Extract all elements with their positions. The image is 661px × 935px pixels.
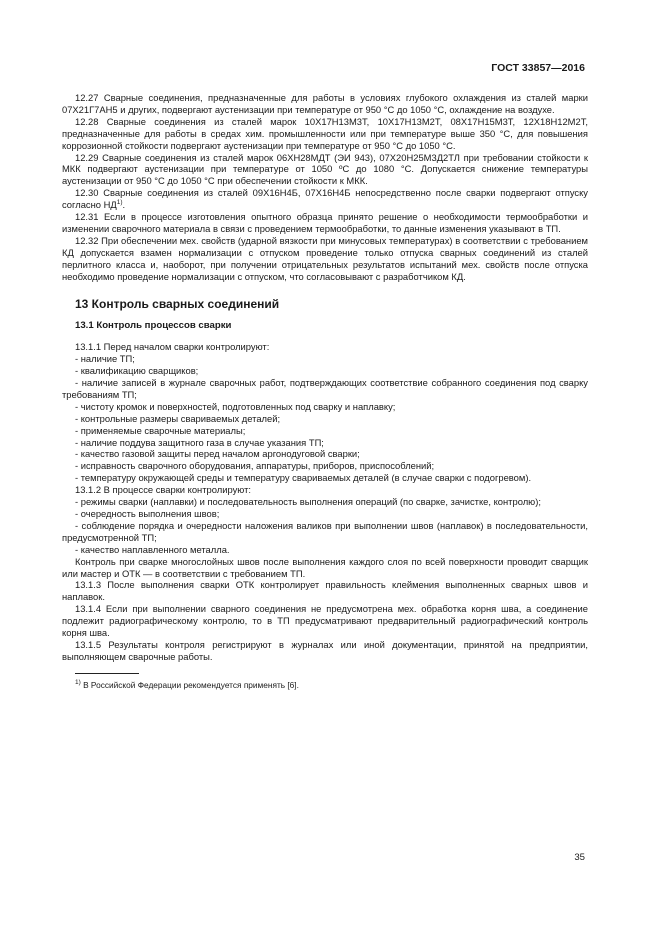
list-item: - квалификацию сварщиков; <box>75 365 199 377</box>
paragraph-12-30-text: 12.30 Сварные соединения из сталей 09Х16Н4Б, 07Х16Н4Б непосредственно после сварки подвергают отпуску согласно НД <box>62 187 588 211</box>
section-title: 13 Контроль сварных соединений <box>75 296 280 311</box>
list-item: - качество наплавленного металла. <box>75 543 230 555</box>
paragraph-13-1-4: 13.1.4 Если при выполнении сварного соединения не предусмотрена мех. обработка корня шва, а соединение подлежит радиографическому контролю, то в ТП предусматривают предварительный радиографический контроль корня шва. <box>62 603 588 639</box>
list-item: - очередность выполнения швов; <box>75 508 220 519</box>
list-item: - температуру окружающей среды и температуру свариваемых деталей (в случае сварки с подогревом). <box>75 472 532 484</box>
paragraph-13-1-2: 13.1.2 В процессе сварки контролируют: <box>75 484 251 496</box>
list-item: - наличие записей в журнале сварочных работ, подтверждающих соответствие собранного соединения под сварку требованиям ТП; <box>62 377 588 400</box>
footnote-mark: 1) <box>75 679 81 687</box>
list-item: - контрольные размеры свариваемых деталей; <box>75 412 281 424</box>
paragraph-12-30-end: . <box>122 199 126 211</box>
list-item: - соблюдение порядка и очередности наложения валиков при выполнении швов (наплавок) в последовательности, предусмотренной ТП; <box>62 519 588 543</box>
list-item: - чистоту кромок и поверхностей, подготовленных под сварку и наплавку; <box>75 400 396 412</box>
subsection-title: 13.1 Контроль процессов сварки <box>75 320 232 332</box>
list-item: - режимы сварки (наплавки) и последовательность выполнения операций (по сварке, зачистке, контролю); <box>75 496 541 508</box>
list-item: - исправность сварочного оборудования, аппаратуры, приборов, приспособлений; <box>75 460 435 472</box>
paragraph-12-28: 12.28 Сварные соединения из сталей марок 10Х17Н13М3Т, 10Х17Н13М2Т, 08Х17Н15М3Т, 12Х18Н12М2Т, предназначенные для работы в средах хим. промышленности или при температуре выше 350 °С, для повышения коррозионной стойкости подвергают аустенизации при температуре от 950 °С до 1050 °С. <box>62 115 588 151</box>
page-number: 35 <box>574 852 585 863</box>
paragraph-12-30 <box>62 187 588 211</box>
page-content <box>62 92 588 692</box>
paragraph-12-32: 12.32 При обеспечении мех. свойств (ударной вязкости при минусовых температурах) в соответствии с требованием КД допускается взамен нормализации с отпуском проведение только отпуска сварных соединений из сталей перлитного класса и, наоборот, при получении отрицательных результатов испытаний мех. свойств после отпуска необходимо проведение нормализации с отпуском, что согласовывают с разработчиком КД. <box>62 234 588 282</box>
paragraph-12-29: 12.29 Сварные соединения из сталей марок 06ХН28МДТ (ЭИ 943), 07Х20Н25М3Д2ТЛ при требовании стойкости к МКК подвергают аустенизации при температуре от 1050 ºС до 1080 °С. Допускается снижение температуры аустенизации от 950 °С до 1050 °С при обеспечении стойкости к МКК. <box>62 151 588 187</box>
paragraph-layer-control: Контроль при сварке многослойных швов после выполнения каждого слоя по всей поверхности проводит сварщик или мастер и ОТК — в соответствии с требованием ТП. <box>62 555 588 579</box>
footnote-divider <box>75 673 139 674</box>
document-header: ГОСТ 33857—2016 <box>491 62 585 74</box>
list-item: - наличие ТП; <box>75 353 135 365</box>
paragraph-12-31: 12.31 Если в процессе изготовления опытного образца принято решение о необходимости термообработки и изменении сварочного материала в связи с проведением термообработки, то данные изменения указывают в ТП. <box>62 211 588 234</box>
paragraph-13-1-5: 13.1.5 Результаты контроля регистрируют в журналах или иной документации, принятой на предприятии, выполняющем сварочные работы. <box>62 638 588 662</box>
paragraph-13-1-1: 13.1.1 Перед началом сварки контролируют: <box>75 341 270 353</box>
paragraph-12-27: 12.27 Сварные соединения, предназначенные для работы в условиях глубокого охлаждения из сталей марки 07Х21Г7АН5 и других, подвергают аустенизации при температуре от 950 °С до 1050 °С, охлаждение на воздухе. <box>62 92 588 115</box>
list-item: - качество газовой защиты перед началом аргонодуговой сварки; <box>75 448 360 460</box>
list-item: - наличие поддува защитного газа в случае указания ТП; <box>75 436 324 448</box>
list-item: - применяемые сварочные материалы; <box>75 424 246 436</box>
footnote-reference: 1) <box>116 199 123 207</box>
paragraph-13-1-3: 13.1.3 После выполнения сварки ОТК контролирует правильность клеймения выполненных сварных швов и наплавок. <box>62 579 588 603</box>
footnote <box>62 680 588 692</box>
footnote-text: В Российской Федерации рекомендуется применять [6]. <box>83 679 299 690</box>
